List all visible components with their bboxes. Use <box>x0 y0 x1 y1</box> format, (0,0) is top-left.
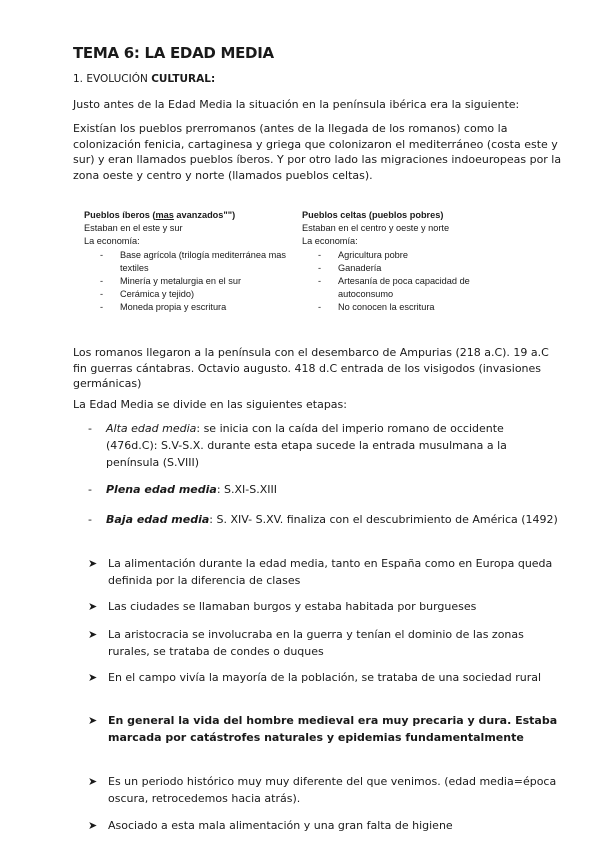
celtas-header: Pueblos celtas (pueblos pobres) <box>302 210 444 220</box>
iberos-location: Estaban en el este y sur <box>84 223 183 234</box>
bullet-item <box>88 817 558 834</box>
iberos-economy-label: La economía: <box>84 236 140 247</box>
bullet-item <box>88 598 558 615</box>
romans-paragraph: Los romanos llegaron a la península con el desembarco de Ampurias (218 a.C). 19 a.C fin guerras cántabras. Octavio augusto. 418 d.C entrada de los visigodos (invasiones germánicas) <box>73 346 549 391</box>
arrow-icon: ➤ <box>88 600 98 613</box>
list-item: - Moneda propia y escritura <box>84 301 294 314</box>
stage-name: Alta edad media <box>106 422 197 435</box>
arrow-icon: ➤ <box>88 628 98 641</box>
list-item: - Artesanía de poca capacidad de autoconsumo <box>302 275 502 301</box>
stage-item <box>88 511 558 528</box>
celtas-column <box>302 209 502 315</box>
iberos-economy-list <box>84 249 294 315</box>
celtas-location: Estaban en el centro y oeste y norte <box>302 223 450 234</box>
stage-text: : se inicia con la caída del imperio romano de occidente (476d.C): S.V-S.X. durante esta etapa sucede la entrada musulmana a la península (S.VIII) <box>106 422 507 469</box>
arrow-icon: ➤ <box>88 557 98 570</box>
section-heading <box>73 73 215 85</box>
bullet-item <box>88 669 558 686</box>
stage-name: Baja edad media <box>106 513 210 526</box>
list-item: - Cerámica y tejido) <box>84 288 294 301</box>
intro-paragraph: Justo antes de la Edad Media la situación en la península ibérica era la siguiente: <box>73 98 520 111</box>
section-label-strong: CULTURAL: <box>151 73 216 85</box>
section-label: EVOLUCIÓN <box>86 73 148 85</box>
stage-item <box>88 420 558 471</box>
list-item: - Agricultura pobre <box>302 249 502 262</box>
arrow-icon: ➤ <box>88 714 98 727</box>
bullet-text: Las ciudades se llamaban burgos y estaba habitada por burgueses <box>108 600 477 613</box>
stage-text: : S.XI-S.XIII <box>216 483 278 496</box>
dash-marker: - <box>88 513 92 526</box>
bullet-item <box>88 712 558 746</box>
list-item: - Base agrícola (trilogía mediterránea mas textiles <box>84 249 294 275</box>
bullet-item <box>88 626 558 660</box>
dash-marker: - <box>88 483 92 496</box>
dash-marker: - <box>88 422 92 435</box>
list-item: - No conocen la escritura <box>302 301 502 314</box>
bullet-text: En el campo vivía la mayoría de la población, se trataba de una sociedad rural <box>108 671 542 684</box>
stages-intro: La Edad Media se divide en las siguientes etapas: <box>73 398 347 411</box>
list-item: - Ganadería <box>302 262 502 275</box>
bullet-text: Es un periodo histórico muy muy diferente del que venimos. (edad media=época oscura, retrocedemos hacia atrás). <box>108 775 557 805</box>
arrow-icon: ➤ <box>88 819 98 832</box>
iberos-column <box>84 209 294 315</box>
arrow-icon: ➤ <box>88 671 98 684</box>
list-item: - Minería y metalurgia en el sur <box>84 275 294 288</box>
section-number: 1. <box>73 73 84 85</box>
bullet-item <box>88 555 558 589</box>
bullet-text: En general la vida del hombre medieval era muy precaria y dura. Estaba marcada por catástrofes naturales y epidemias fundamentalmente <box>108 714 558 744</box>
iberos-header: Pueblos íberos (mas avanzados"") <box>84 210 236 220</box>
bullet-text: Asociado a esta mala alimentación y una gran falta de higiene <box>108 819 453 832</box>
page-title: TEMA 6: LA EDAD MEDIA <box>73 44 274 62</box>
bullet-text: La aristocracia se involucraba en la guerra y tenían el dominio de las zonas rurales, se trataba de condes o duques <box>108 628 524 658</box>
bullet-text: La alimentación durante la edad media, tanto en España como en Europa queda definida por la diferencia de clases <box>108 557 553 587</box>
stage-item <box>88 481 558 498</box>
celtas-economy-label: La economía: <box>302 236 358 247</box>
arrow-icon: ➤ <box>88 775 98 788</box>
celtas-economy-list <box>302 249 502 315</box>
prerroman-paragraph: Existían los pueblos prerromanos (antes de la llegada de los romanos) como la colonización fenicia, cartaginesa y griega que colonizaron el mediterráneo (costa este y sur) y eran llamados pueblos íberos. Y por otro lado las migraciones indoeuropeas por la zona oeste y centro y norte (llamados pueblos celtas). <box>73 122 562 182</box>
bullet-item <box>88 773 558 807</box>
stage-name: Plena edad media <box>106 483 217 496</box>
stage-text: : S. XIV- S.XV. finaliza con el descubrimiento de América (1492) <box>209 513 558 526</box>
